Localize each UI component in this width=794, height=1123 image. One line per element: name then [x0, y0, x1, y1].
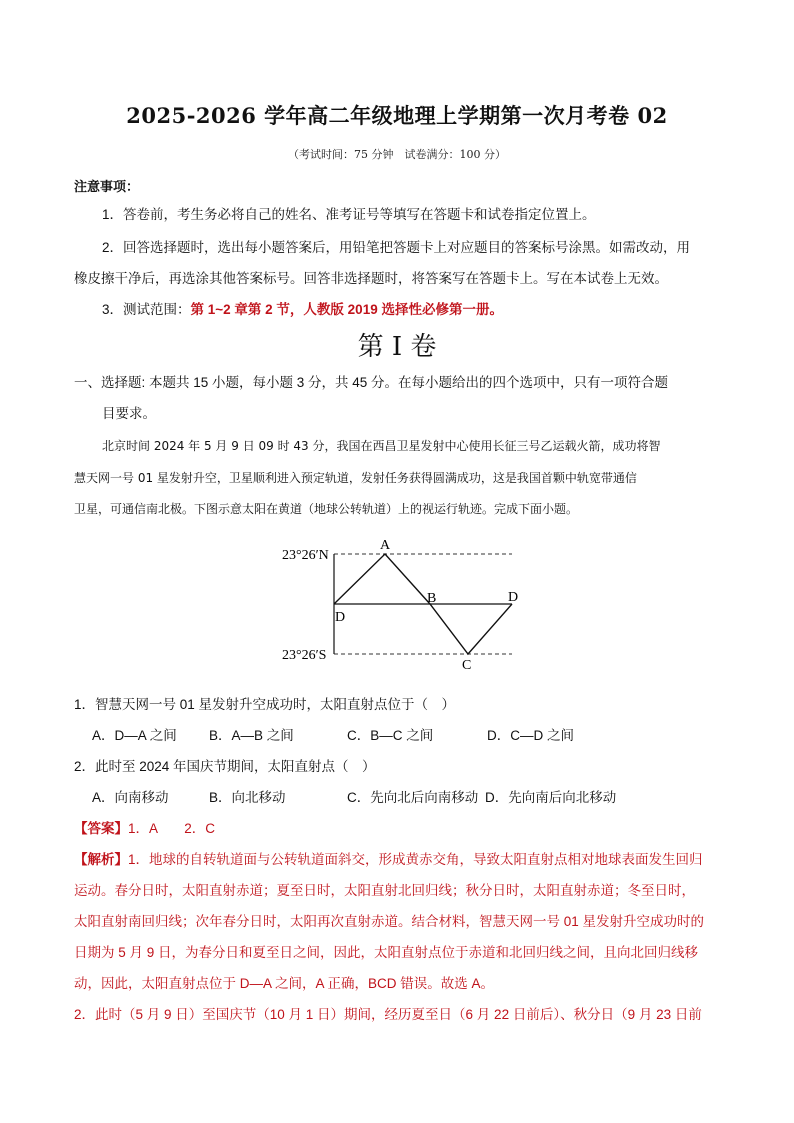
note-3-prefix: 3．测试范围： [102, 302, 191, 317]
analysis-line-4: 日期为 5 月 9 日，为春分日和夏至日之间，因此，太阳直射点位于赤道和北回归线之间，且向北回归线移 [74, 945, 699, 960]
q2-option-d: D．先向南后向北移动 [485, 790, 617, 805]
analysis-text-1: 1．地球的自转轨道面与公转轨道面斜交，形成黄赤交角，导致太阳直射点相对地球表面发生回归 [128, 852, 703, 867]
note-2-line-1: 2．回答选择题时，选出每小题答案后，用铅笔把答题卡上对应题目的答案标号涂黑。如需改动，用 [102, 240, 691, 255]
analysis-tag: 【解析】 [74, 852, 128, 867]
point-d-left-label: D [335, 610, 346, 625]
q1-option-d: D．C—D 之间 [487, 728, 574, 743]
q2-option-c: C．先向北后向南移动 [347, 790, 479, 805]
label-23s: 23°26′S [282, 648, 327, 663]
passage-line-3: 卫星，可通信南北极。下图示意太阳在黄道（地球公转轨道）上的视运行轨迹。完成下面小题。 [74, 502, 579, 516]
point-a-label: A [380, 538, 391, 553]
note-2-line-2: 橡皮擦干净后，再选涂其他答案标号。回答非选择题时，将答案写在答题卡上。写在本试卷上无效。 [74, 271, 668, 286]
label-23n: 23°26′N [282, 548, 329, 563]
analysis-line-3: 太阳直射南回归线；次年春分日时，太阳再次直射赤道。结合材料，智慧天网一号 01 星发射升空成功时的 [74, 914, 705, 929]
point-d-right-label: D [508, 590, 519, 605]
point-b-label: B [427, 591, 437, 606]
analysis-line-2: 运动。春分日时，太阳直射赤道；夏至日时，太阳直射北回归线；秋分日时，太阳直射赤道；冬至日时， [74, 883, 695, 898]
answer-text: 1．A 2．C [128, 821, 216, 836]
test-scope: 第 1~2 章第 2 节，人教版 2019 选择性必修第一册。 [190, 302, 503, 317]
ecliptic-diagram [270, 535, 530, 675]
q1-option-b: B．A—B 之间 [209, 728, 294, 743]
q2-option-a: A．向南移动 [92, 790, 169, 805]
q2-option-b: B．向北移动 [209, 790, 286, 805]
q1-option-a: A．D—A 之间 [92, 728, 177, 743]
exam-subtitle: （考试时间：75 分钟 试卷满分：100 分） [288, 148, 506, 161]
question-2: 2．此时至 2024 年国庆节期间，太阳直射点（ ） [74, 759, 376, 774]
analysis-line-5: 动，因此，太阳直射点位于 D—A 之间，A 正确，BCD 错误。故选 A。 [74, 976, 495, 991]
exam-title: 2025-2026 学年高二年级地理上学期第一次月考卷 02 [126, 103, 668, 128]
point-c-label: C [462, 658, 472, 673]
note-3 [102, 301, 503, 319]
part1-instruction-line-2: 目要求。 [102, 406, 156, 421]
answer-line [74, 820, 215, 838]
q1-option-c: C．B—C 之间 [347, 728, 434, 743]
analysis-line-1 [74, 851, 703, 869]
answer-tag: 【答案】 [74, 821, 128, 836]
passage-line-1: 北京时间 2024 年 5 月 9 日 09 时 43 分，我国在西昌卫星发射中心使用长征三号乙运载火箭，成功将智 [102, 439, 661, 453]
notes-heading: 注意事项： [74, 179, 140, 194]
question-1: 1．智慧天网一号 01 星发射升空成功时，太阳直射点位于（ ） [74, 697, 456, 712]
part1-instruction-line-1: 一、选择题: 本题共 15 小题，每小题 3 分，共 45 分。在每小题给出的四个选项中，只有一项符合题 [74, 375, 669, 390]
section-title: 第 I 卷 [357, 332, 437, 362]
analysis-line-6: 2．此时（5 月 9 日）至国庆节（10 月 1 日）期间，经历夏至日（6 月 22 日前后）、秋分日（9 月 23 日前 [74, 1007, 702, 1022]
passage-line-2: 慧天网一号 01 星发射升空，卫星顺利进入预定轨道，发射任务获得圆满成功，这是我国首颗中轨宽带通信 [74, 471, 637, 485]
note-1: 1．答卷前，考生务必将自己的姓名、准考证号等填写在答题卡和试卷指定位置上。 [102, 207, 596, 222]
